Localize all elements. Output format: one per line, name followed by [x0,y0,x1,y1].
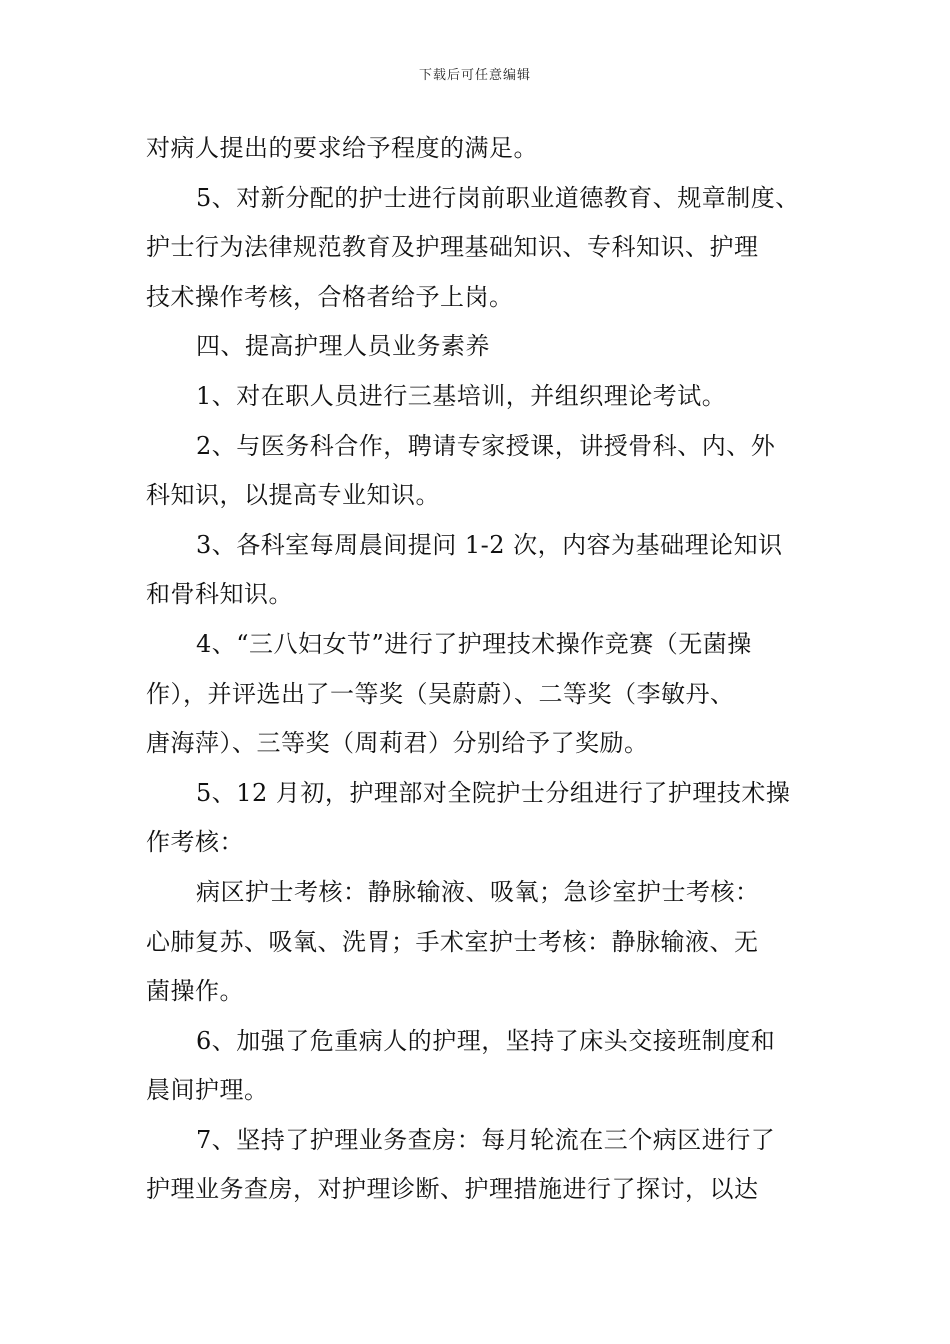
page-header: 下载后可任意编辑 [418,68,531,83]
text-line: 2、与医务科合作，聘请专家授课，讲授骨科、内、外 [196,431,776,460]
text-line: 对病人提出的要求给予程度的满足。 [146,134,538,162]
text-line: 6、加强了危重病人的护理，坚持了床头交接班制度和 [196,1026,776,1055]
text-line: 作），并评选出了一等奖（吴蔚蔚）、二等奖（李敏丹、 [146,679,735,708]
document-body [146,124,826,1215]
text-line: 7、坚持了护理业务查房：每月轮流在三个病区进行了 [196,1125,776,1154]
text-line: 护士行为法律规范教育及护理基础知识、专科知识、护理 [146,233,759,262]
text-line: 5、12 月初，护理部对全院护士分组进行了护理技术操 [196,778,791,807]
section-heading: 四、提高护理人员业务素养 [196,332,490,361]
text-line: 5、对新分配的护士进行岗前职业道德教育、规章制度、 [196,183,800,212]
text-line: 1、对在职人员进行三基培训，并组织理论考试。 [196,381,727,410]
text-line: 唐海萍）、三等奖（周莉君）分别给予了奖励。 [146,729,649,758]
text-line: 晨间护理。 [146,1076,269,1105]
text-line: 心肺复苏、吸氧、洗胃；手术室护士考核：静脉输液、无 [146,927,759,956]
text-line: 技术操作考核，合格者给予上岗。 [146,282,514,311]
text-line: 3、各科室每周晨间提问 1-2 次，内容为基础理论知识 [196,530,783,559]
text-line: 4、“三八妇女节”进行了护理技术操作竞赛（无菌操 [196,629,752,658]
text-line: 护理业务查房，对护理诊断、护理措施进行了探讨，以达 [146,1175,759,1204]
text-line: 科知识，以提高专业知识。 [146,481,440,510]
text-line: 病区护士考核：静脉输液、吸氧；急诊室护士考核： [196,877,760,906]
text-line: 菌操作。 [146,977,244,1006]
text-line: 作考核： [146,828,244,857]
text-line: 和骨科知识。 [146,580,293,609]
